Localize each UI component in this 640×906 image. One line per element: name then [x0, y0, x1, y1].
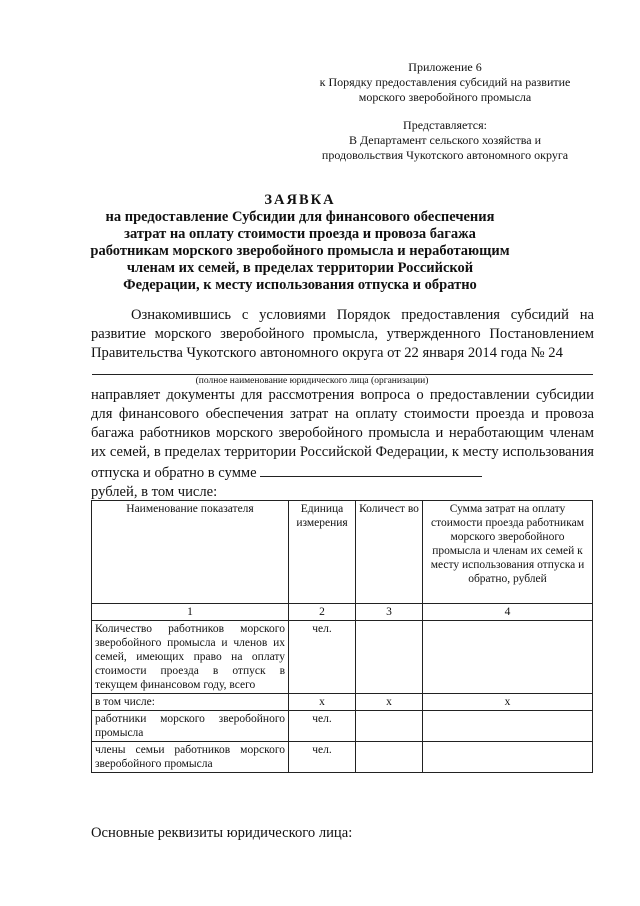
row-quantity: х	[356, 694, 423, 711]
row-sum[interactable]	[423, 742, 593, 773]
row-name: в том числе:	[92, 694, 289, 711]
row-quantity[interactable]	[356, 711, 423, 742]
col-num-4: 4	[423, 604, 593, 621]
table-row	[92, 621, 593, 694]
table-header-row	[92, 501, 593, 604]
indicators-table	[91, 500, 593, 773]
row-quantity[interactable]	[356, 742, 423, 773]
row-unit: чел.	[289, 621, 356, 694]
appendix-ref-line1: к Порядку предоставления субсидий на развитие	[319, 75, 571, 89]
row-unit: чел.	[289, 711, 356, 742]
table-row	[92, 694, 593, 711]
row-name: работники морского зверобойного промысла	[92, 711, 289, 742]
department-line1: В Департамент сельского хозяйства и	[348, 133, 542, 147]
appendix-ref-line2: морского зверобойного промысла	[358, 90, 532, 104]
col-num-2: 2	[289, 604, 356, 621]
org-name-line	[92, 374, 593, 375]
title-subtitle: на предоставление Субсидии для финансового обеспечения затрат на оплату стоимости проезда и провоза багажа работникам морского зверобойного промысла и неработающим членам их семей, в пределах территории Российской Федерации, к месту использования отпуска и обратно	[90, 209, 510, 293]
document-title	[90, 192, 510, 294]
table-row	[92, 711, 593, 742]
sum-blank-field[interactable]	[260, 462, 482, 477]
row-sum[interactable]	[423, 621, 593, 694]
row-name: члены семьи работников морского зверобойного промысла	[92, 742, 289, 773]
requisites-heading: Основные реквизиты юридического лица:	[91, 825, 353, 841]
row-name: Количество работников морского зверобойного промысла и членов их семей, имеющих право на оплату стоимости проезда в отпуск в текущем финансовом году, всего	[92, 621, 289, 694]
org-name-caption: (полное наименование юридического лица (организации)	[195, 376, 429, 386]
header-quantity: Количест во	[356, 501, 423, 604]
request-text: направляет документы для рассмотрения вопроса о предоставлении субсидии для финансового обеспечения затрат на оплату стоимости проезда и провоза багажа работников морского зверобойного промысла и неработающим членам их семей, в пределах территории Российской Федерации, к месту использования отпуска и обратно в сумме	[91, 387, 594, 481]
title-heading: ЗАЯВКА	[264, 192, 336, 208]
table-row	[92, 742, 593, 773]
intro-paragraph	[91, 306, 594, 363]
request-tail: рублей, в том числе:	[91, 484, 218, 500]
col-num-3: 3	[356, 604, 423, 621]
intro-text: Ознакомившись с условиями Порядок предоставления субсидий на развитие морского зверобойного промысла, утвержденного Постановлением Правительства Чукотского автономного округа от 22 января 2014 года № 24	[91, 307, 594, 361]
submitted-label: Представляется:	[403, 118, 487, 132]
col-num-1: 1	[92, 604, 289, 621]
column-number-row	[92, 604, 593, 621]
row-unit: чел.	[289, 742, 356, 773]
header-indicator: Наименование показателя	[92, 501, 289, 604]
row-sum[interactable]	[423, 711, 593, 742]
row-quantity[interactable]	[356, 621, 423, 694]
header-unit: Единица измерения	[289, 501, 356, 604]
row-unit: х	[289, 694, 356, 711]
request-paragraph	[91, 386, 594, 502]
department-line2: продовольствия Чукотского автономного округа	[321, 148, 569, 162]
appendix-block	[300, 60, 590, 163]
header-sum: Сумма затрат на оплату стоимости проезда работникам морского зверобойного промысла и членам их семей к месту использования отпуска и обратно, рублей	[423, 501, 593, 604]
appendix-number: Приложение 6	[408, 60, 482, 74]
row-sum: х	[423, 694, 593, 711]
